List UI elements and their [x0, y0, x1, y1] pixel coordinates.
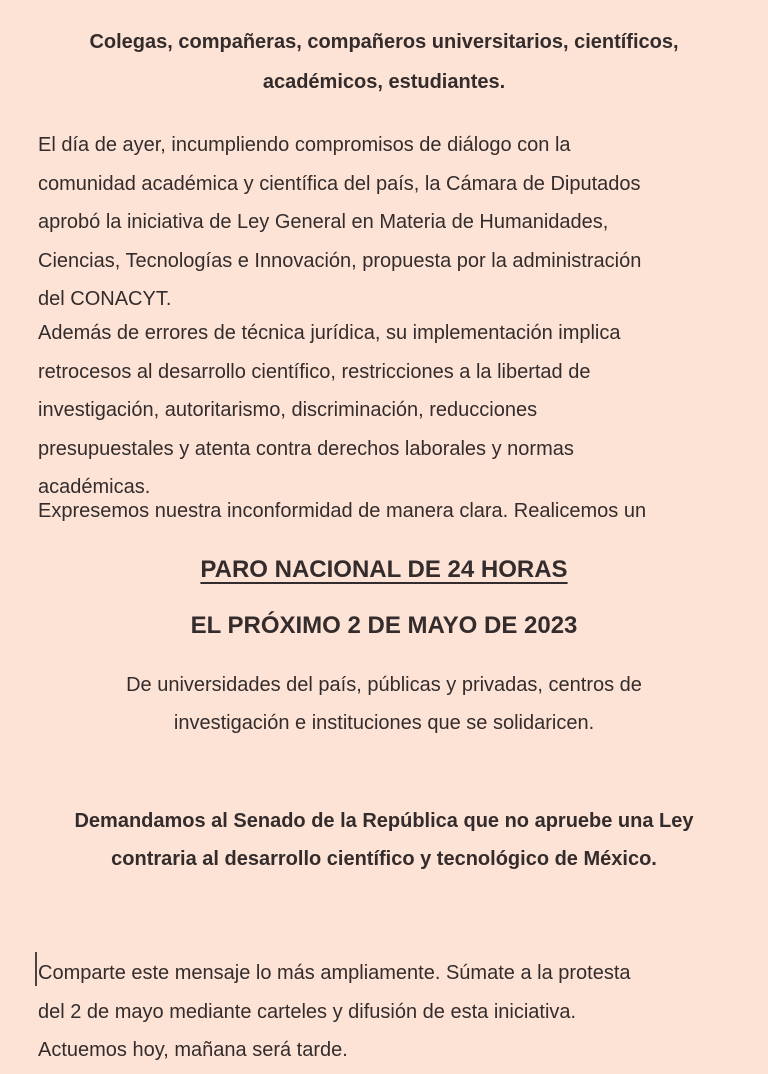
paragraph-intro: El día de ayer, incumpliendo compromisos de diálogo con la comunidad académica y científica del país, la Cámara de Diputados aprobó la iniciativa de Ley General en Materia de Humanidades, Ciencias, Tecnologías e Innovación, propuesta por la administración del CONACYT. [38, 134, 642, 310]
document-heading: Colegas, compañeras, compañeros universitarios, científicos, académicos, estudiantes. [89, 31, 679, 93]
announcement-title-text: PARO NACIONAL DE 24 HORAS [200, 556, 568, 583]
closing-paragraph-text: Comparte este mensaje lo más ampliamente. Súmate a la protesta del 2 de mayo mediante carteles y difusión de esta iniciativa. Actuemos hoy, mañana será tarde. [38, 962, 631, 1061]
demand-statement: Demandamos al Senado de la República que no apruebe una Ley contraria al desarrollo científico y tecnológico de México. [74, 810, 694, 870]
announcement-date: EL PRÓXIMO 2 DE MAYO DE 2023 [190, 612, 578, 639]
paragraph-consequences: Además de errores de técnica jurídica, su implementación implica retrocesos al desarrollo científico, restricciones a la libertad de investigación, autoritarismo, discriminación, reducciones presupuestales y atenta contra derechos laborales y normas académicas. [38, 322, 621, 498]
closing-paragraph[interactable] [38, 952, 660, 1070]
paragraph-call-to-action: Expresemos nuestra inconformidad de manera clara. Realicemos un [38, 500, 647, 522]
text-cursor-caret [35, 952, 37, 986]
announcement-scope: De universidades del país, públicas y privadas, centros de investigación e instituciones que se solidaricen. [126, 674, 642, 734]
announcement-title [0, 556, 768, 584]
